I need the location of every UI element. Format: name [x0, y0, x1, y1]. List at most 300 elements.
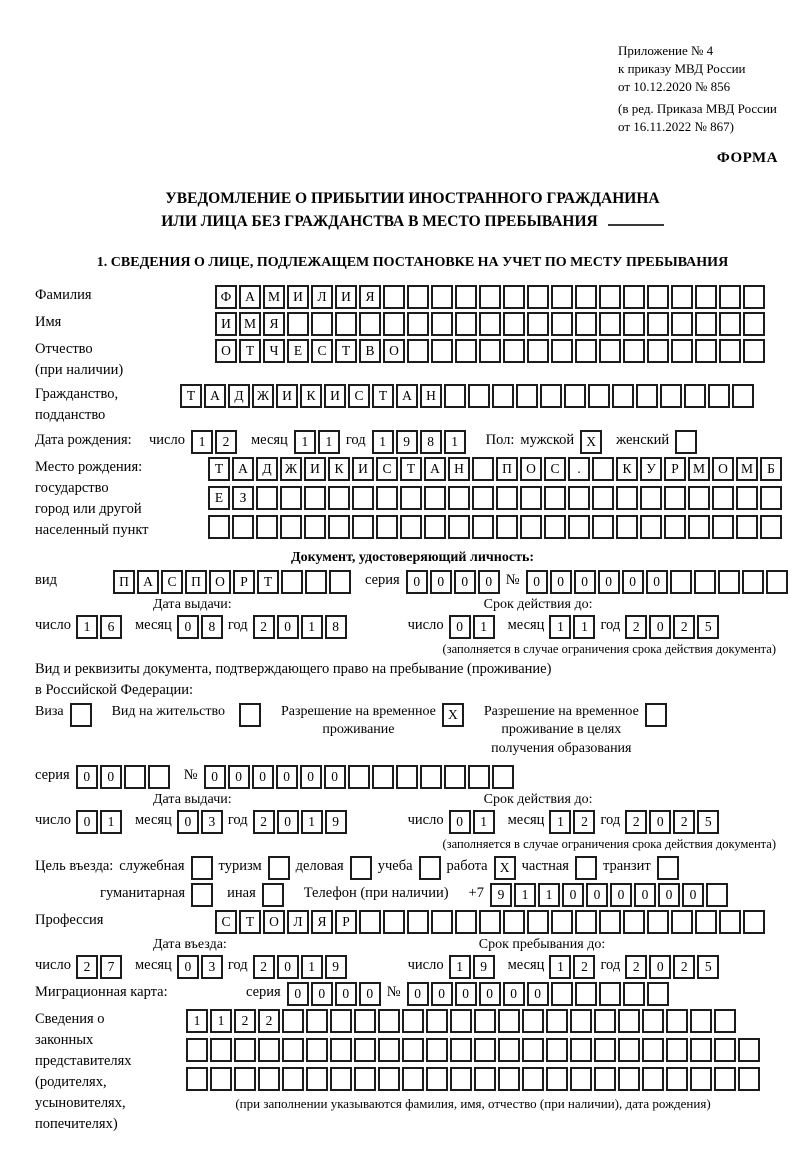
form-cell[interactable]	[551, 312, 573, 336]
form-cell[interactable]	[544, 515, 566, 539]
form-cell[interactable]	[407, 910, 429, 934]
form-cell[interactable]: К	[328, 457, 350, 481]
form-cell[interactable]	[407, 312, 429, 336]
form-cell[interactable]: Ч	[263, 339, 285, 363]
form-cell[interactable]	[612, 384, 634, 408]
form-cell[interactable]	[570, 1067, 592, 1091]
form-cell[interactable]	[424, 486, 446, 510]
form-cell[interactable]	[594, 1067, 616, 1091]
purpose-transit-checkbox[interactable]	[657, 856, 679, 880]
form-cell[interactable]: 0	[649, 955, 671, 979]
form-cell[interactable]: 9	[396, 430, 418, 454]
form-cell[interactable]	[688, 486, 710, 510]
form-cell[interactable]	[760, 515, 782, 539]
form-cell[interactable]	[396, 765, 418, 789]
form-cell[interactable]	[520, 486, 542, 510]
form-cell[interactable]	[280, 486, 302, 510]
form-cell[interactable]: Т	[239, 910, 261, 934]
form-cell[interactable]	[719, 910, 741, 934]
form-cell[interactable]	[424, 515, 446, 539]
form-cell[interactable]: Ж	[280, 457, 302, 481]
form-cell[interactable]: 1	[514, 883, 536, 907]
sex-male-checkbox[interactable]: X	[580, 430, 602, 454]
purpose-study-checkbox[interactable]	[419, 856, 441, 880]
form-cell[interactable]: 1	[210, 1009, 232, 1033]
form-cell[interactable]	[402, 1009, 424, 1033]
form-cell[interactable]: 9	[490, 883, 512, 907]
form-cell[interactable]	[551, 982, 573, 1006]
form-cell[interactable]: 0	[311, 982, 333, 1006]
form-cell[interactable]: 2	[673, 955, 695, 979]
form-cell[interactable]	[575, 339, 597, 363]
form-cell[interactable]	[690, 1038, 712, 1062]
form-cell[interactable]	[688, 515, 710, 539]
form-cell[interactable]	[402, 1067, 424, 1091]
form-cell[interactable]	[551, 285, 573, 309]
form-cell[interactable]	[426, 1038, 448, 1062]
form-cell[interactable]: А	[396, 384, 418, 408]
form-cell[interactable]	[671, 312, 693, 336]
form-cell[interactable]	[287, 312, 309, 336]
form-cell[interactable]	[400, 486, 422, 510]
form-cell[interactable]	[660, 384, 682, 408]
form-cell[interactable]: 0	[526, 570, 548, 594]
form-cell[interactable]: А	[424, 457, 446, 481]
form-cell[interactable]: 1	[473, 810, 495, 834]
form-cell[interactable]: 0	[527, 982, 549, 1006]
form-cell[interactable]	[670, 570, 692, 594]
form-cell[interactable]: А	[239, 285, 261, 309]
form-cell[interactable]	[258, 1067, 280, 1091]
form-cell[interactable]	[306, 1038, 328, 1062]
form-cell[interactable]: А	[137, 570, 159, 594]
form-cell[interactable]: 0	[177, 615, 199, 639]
form-cell[interactable]: М	[736, 457, 758, 481]
form-cell[interactable]	[186, 1038, 208, 1062]
form-cell[interactable]	[348, 765, 370, 789]
form-cell[interactable]: Р	[233, 570, 255, 594]
form-cell[interactable]	[671, 910, 693, 934]
form-cell[interactable]	[568, 486, 590, 510]
form-cell[interactable]	[210, 1038, 232, 1062]
form-cell[interactable]: 0	[646, 570, 668, 594]
form-cell[interactable]	[694, 570, 716, 594]
form-cell[interactable]	[594, 1038, 616, 1062]
form-cell[interactable]: 0	[449, 810, 471, 834]
form-cell[interactable]	[599, 312, 621, 336]
form-cell[interactable]	[479, 285, 501, 309]
form-cell[interactable]: К	[616, 457, 638, 481]
form-cell[interactable]: Р	[664, 457, 686, 481]
form-cell[interactable]	[407, 339, 429, 363]
form-cell[interactable]: 0	[228, 765, 250, 789]
form-cell[interactable]: 2	[258, 1009, 280, 1033]
form-cell[interactable]	[455, 312, 477, 336]
form-cell[interactable]	[305, 570, 327, 594]
form-cell[interactable]	[642, 1009, 664, 1033]
form-cell[interactable]: З	[232, 486, 254, 510]
form-cell[interactable]: О	[383, 339, 405, 363]
form-cell[interactable]	[498, 1038, 520, 1062]
form-cell[interactable]: Т	[180, 384, 202, 408]
form-cell[interactable]: 3	[201, 810, 223, 834]
form-cell[interactable]: 8	[201, 615, 223, 639]
form-cell[interactable]	[234, 1038, 256, 1062]
form-cell[interactable]: 1	[100, 810, 122, 834]
form-cell[interactable]: Д	[228, 384, 250, 408]
form-cell[interactable]	[474, 1009, 496, 1033]
form-cell[interactable]: Б	[760, 457, 782, 481]
purpose-work-checkbox[interactable]: X	[494, 856, 516, 880]
form-cell[interactable]	[282, 1038, 304, 1062]
purpose-humanitarian-checkbox[interactable]	[191, 883, 213, 907]
form-cell[interactable]	[496, 486, 518, 510]
form-cell[interactable]: П	[496, 457, 518, 481]
form-cell[interactable]: И	[324, 384, 346, 408]
form-cell[interactable]: .	[568, 457, 590, 481]
form-cell[interactable]	[575, 312, 597, 336]
form-cell[interactable]	[516, 384, 538, 408]
form-cell[interactable]	[618, 1009, 640, 1033]
form-cell[interactable]	[714, 1067, 736, 1091]
form-cell[interactable]	[599, 982, 621, 1006]
form-cell[interactable]	[714, 1009, 736, 1033]
form-cell[interactable]	[738, 1038, 760, 1062]
form-cell[interactable]	[306, 1009, 328, 1033]
purpose-tourism-checkbox[interactable]	[268, 856, 290, 880]
form-cell[interactable]	[760, 486, 782, 510]
form-cell[interactable]	[671, 339, 693, 363]
form-cell[interactable]	[743, 339, 765, 363]
form-cell[interactable]	[642, 1038, 664, 1062]
form-cell[interactable]	[766, 570, 788, 594]
form-cell[interactable]	[592, 457, 614, 481]
form-cell[interactable]	[328, 515, 350, 539]
form-cell[interactable]	[376, 515, 398, 539]
form-cell[interactable]: И	[287, 285, 309, 309]
form-cell[interactable]	[647, 982, 669, 1006]
form-cell[interactable]	[496, 515, 518, 539]
form-cell[interactable]	[738, 1067, 760, 1091]
form-cell[interactable]	[599, 339, 621, 363]
form-cell[interactable]: 2	[673, 615, 695, 639]
form-cell[interactable]	[540, 384, 562, 408]
form-cell[interactable]	[426, 1009, 448, 1033]
form-cell[interactable]: 5	[697, 810, 719, 834]
form-cell[interactable]: Т	[239, 339, 261, 363]
form-cell[interactable]	[503, 339, 525, 363]
form-cell[interactable]: 0	[300, 765, 322, 789]
form-cell[interactable]	[743, 312, 765, 336]
form-cell[interactable]	[498, 1067, 520, 1091]
form-cell[interactable]: Т	[400, 457, 422, 481]
form-cell[interactable]: 0	[449, 615, 471, 639]
form-cell[interactable]	[328, 486, 350, 510]
form-cell[interactable]: 7	[100, 955, 122, 979]
form-cell[interactable]	[383, 910, 405, 934]
form-cell[interactable]	[546, 1067, 568, 1091]
form-cell[interactable]: 0	[634, 883, 656, 907]
form-cell[interactable]	[647, 339, 669, 363]
form-cell[interactable]: 1	[473, 615, 495, 639]
option-temp-residence-edu-checkbox[interactable]	[645, 703, 667, 727]
form-cell[interactable]	[306, 1067, 328, 1091]
form-cell[interactable]: 0	[359, 982, 381, 1006]
form-cell[interactable]: Т	[335, 339, 357, 363]
form-cell[interactable]	[431, 910, 453, 934]
form-cell[interactable]	[402, 1038, 424, 1062]
form-cell[interactable]	[544, 486, 566, 510]
form-cell[interactable]: 2	[253, 955, 275, 979]
form-cell[interactable]: С	[215, 910, 237, 934]
form-cell[interactable]: 9	[325, 955, 347, 979]
form-cell[interactable]: Т	[208, 457, 230, 481]
form-cell[interactable]: Т	[372, 384, 394, 408]
form-cell[interactable]: 1	[444, 430, 466, 454]
form-cell[interactable]: 0	[76, 810, 98, 834]
form-cell[interactable]: 5	[697, 615, 719, 639]
form-cell[interactable]: Л	[311, 285, 333, 309]
form-cell[interactable]: 2	[234, 1009, 256, 1033]
sex-female-checkbox[interactable]	[675, 430, 697, 454]
form-cell[interactable]	[647, 910, 669, 934]
form-cell[interactable]	[623, 982, 645, 1006]
form-cell[interactable]: Я	[263, 312, 285, 336]
form-cell[interactable]: Е	[287, 339, 309, 363]
form-cell[interactable]: 0	[406, 570, 428, 594]
form-cell[interactable]: А	[232, 457, 254, 481]
form-cell[interactable]	[479, 910, 501, 934]
form-cell[interactable]	[124, 765, 146, 789]
form-cell[interactable]	[695, 312, 717, 336]
form-cell[interactable]	[359, 312, 381, 336]
form-cell[interactable]: 2	[253, 810, 275, 834]
form-cell[interactable]	[378, 1067, 400, 1091]
form-cell[interactable]	[592, 515, 614, 539]
form-cell[interactable]	[618, 1067, 640, 1091]
form-cell[interactable]: И	[304, 457, 326, 481]
form-cell[interactable]: М	[688, 457, 710, 481]
form-cell[interactable]: С	[348, 384, 370, 408]
form-cell[interactable]	[492, 765, 514, 789]
form-cell[interactable]	[719, 312, 741, 336]
form-cell[interactable]: А	[204, 384, 226, 408]
form-cell[interactable]	[210, 1067, 232, 1091]
form-cell[interactable]: Я	[359, 285, 381, 309]
form-cell[interactable]	[684, 384, 706, 408]
form-cell[interactable]	[666, 1067, 688, 1091]
form-cell[interactable]	[623, 312, 645, 336]
form-cell[interactable]: У	[640, 457, 662, 481]
form-cell[interactable]	[666, 1009, 688, 1033]
form-cell[interactable]: М	[239, 312, 261, 336]
form-cell[interactable]	[148, 765, 170, 789]
form-cell[interactable]	[719, 339, 741, 363]
form-cell[interactable]: 0	[574, 570, 596, 594]
form-cell[interactable]: 0	[562, 883, 584, 907]
form-cell[interactable]	[522, 1038, 544, 1062]
form-cell[interactable]	[354, 1009, 376, 1033]
form-cell[interactable]	[444, 765, 466, 789]
form-cell[interactable]: П	[113, 570, 135, 594]
form-cell[interactable]: М	[263, 285, 285, 309]
form-cell[interactable]: 0	[324, 765, 346, 789]
form-cell[interactable]	[623, 285, 645, 309]
option-temp-residence-checkbox[interactable]: X	[442, 703, 464, 727]
form-cell[interactable]	[503, 285, 525, 309]
form-cell[interactable]: 0	[277, 615, 299, 639]
form-cell[interactable]: О	[263, 910, 285, 934]
form-cell[interactable]: 0	[204, 765, 226, 789]
form-cell[interactable]: 2	[625, 810, 647, 834]
form-cell[interactable]: И	[276, 384, 298, 408]
form-cell[interactable]	[522, 1067, 544, 1091]
form-cell[interactable]	[400, 515, 422, 539]
form-cell[interactable]	[472, 457, 494, 481]
form-cell[interactable]: 1	[549, 810, 571, 834]
form-cell[interactable]: 1	[549, 615, 571, 639]
form-cell[interactable]	[330, 1009, 352, 1033]
form-cell[interactable]: 2	[253, 615, 275, 639]
form-cell[interactable]	[714, 1038, 736, 1062]
form-cell[interactable]: С	[376, 457, 398, 481]
form-cell[interactable]	[354, 1067, 376, 1091]
form-cell[interactable]: 1	[186, 1009, 208, 1033]
form-cell[interactable]: 1	[449, 955, 471, 979]
form-cell[interactable]: Н	[448, 457, 470, 481]
form-cell[interactable]: 2	[625, 615, 647, 639]
form-cell[interactable]	[575, 285, 597, 309]
form-cell[interactable]	[732, 384, 754, 408]
form-cell[interactable]	[718, 570, 740, 594]
form-cell[interactable]: 0	[431, 982, 453, 1006]
form-cell[interactable]	[690, 1009, 712, 1033]
form-cell[interactable]	[208, 515, 230, 539]
form-cell[interactable]: 0	[335, 982, 357, 1006]
form-cell[interactable]: 0	[503, 982, 525, 1006]
form-cell[interactable]: 0	[407, 982, 429, 1006]
form-cell[interactable]	[383, 285, 405, 309]
form-cell[interactable]	[570, 1038, 592, 1062]
form-cell[interactable]: 1	[301, 810, 323, 834]
form-cell[interactable]: 2	[76, 955, 98, 979]
form-cell[interactable]	[503, 312, 525, 336]
form-cell[interactable]	[450, 1038, 472, 1062]
form-cell[interactable]: 1	[76, 615, 98, 639]
form-cell[interactable]: 1	[549, 955, 571, 979]
form-cell[interactable]	[706, 883, 728, 907]
form-cell[interactable]: 0	[478, 570, 500, 594]
form-cell[interactable]	[450, 1009, 472, 1033]
form-cell[interactable]: П	[185, 570, 207, 594]
form-cell[interactable]	[592, 486, 614, 510]
form-cell[interactable]	[474, 1067, 496, 1091]
form-cell[interactable]: 0	[455, 982, 477, 1006]
form-cell[interactable]	[640, 515, 662, 539]
form-cell[interactable]: С	[311, 339, 333, 363]
form-cell[interactable]	[472, 486, 494, 510]
form-cell[interactable]: С	[161, 570, 183, 594]
form-cell[interactable]: Ж	[252, 384, 274, 408]
form-cell[interactable]: 0	[586, 883, 608, 907]
form-cell[interactable]	[448, 515, 470, 539]
form-cell[interactable]	[431, 339, 453, 363]
form-cell[interactable]	[520, 515, 542, 539]
form-cell[interactable]	[642, 1067, 664, 1091]
form-cell[interactable]	[664, 486, 686, 510]
form-cell[interactable]	[564, 384, 586, 408]
form-cell[interactable]: О	[209, 570, 231, 594]
form-cell[interactable]	[503, 910, 525, 934]
form-cell[interactable]: 1	[318, 430, 340, 454]
form-cell[interactable]: О	[712, 457, 734, 481]
form-cell[interactable]: Р	[335, 910, 357, 934]
form-cell[interactable]: Л	[287, 910, 309, 934]
form-cell[interactable]	[330, 1038, 352, 1062]
form-cell[interactable]	[618, 1038, 640, 1062]
form-cell[interactable]: 0	[479, 982, 501, 1006]
form-cell[interactable]: 0	[100, 765, 122, 789]
form-cell[interactable]	[575, 910, 597, 934]
form-cell[interactable]	[282, 1009, 304, 1033]
form-cell[interactable]: 9	[325, 810, 347, 834]
form-cell[interactable]	[474, 1038, 496, 1062]
form-cell[interactable]	[736, 515, 758, 539]
form-cell[interactable]: 0	[550, 570, 572, 594]
form-cell[interactable]: 0	[649, 810, 671, 834]
form-cell[interactable]: 1	[301, 955, 323, 979]
form-cell[interactable]	[335, 312, 357, 336]
form-cell[interactable]: С	[544, 457, 566, 481]
form-cell[interactable]: 1	[301, 615, 323, 639]
form-cell[interactable]	[527, 910, 549, 934]
form-cell[interactable]: 0	[177, 955, 199, 979]
form-cell[interactable]: Я	[311, 910, 333, 934]
form-cell[interactable]: 0	[252, 765, 274, 789]
form-cell[interactable]: И	[335, 285, 357, 309]
form-cell[interactable]	[378, 1038, 400, 1062]
form-cell[interactable]: 2	[673, 810, 695, 834]
form-cell[interactable]	[330, 1067, 352, 1091]
form-cell[interactable]: 6	[100, 615, 122, 639]
form-cell[interactable]: К	[300, 384, 322, 408]
form-cell[interactable]	[546, 1009, 568, 1033]
form-cell[interactable]: 0	[682, 883, 704, 907]
form-cell[interactable]	[719, 285, 741, 309]
form-cell[interactable]	[407, 285, 429, 309]
form-cell[interactable]	[479, 312, 501, 336]
form-cell[interactable]	[647, 312, 669, 336]
form-cell[interactable]: Н	[420, 384, 442, 408]
form-cell[interactable]: 0	[276, 765, 298, 789]
form-cell[interactable]: 1	[191, 430, 213, 454]
form-cell[interactable]	[522, 1009, 544, 1033]
form-cell[interactable]	[527, 285, 549, 309]
form-cell[interactable]: Ф	[215, 285, 237, 309]
form-cell[interactable]	[234, 1067, 256, 1091]
form-cell[interactable]	[568, 515, 590, 539]
form-cell[interactable]	[594, 1009, 616, 1033]
form-cell[interactable]: И	[352, 457, 374, 481]
purpose-private-checkbox[interactable]	[575, 856, 597, 880]
form-cell[interactable]: 0	[658, 883, 680, 907]
form-cell[interactable]: 0	[610, 883, 632, 907]
form-cell[interactable]	[304, 515, 326, 539]
form-cell[interactable]	[690, 1067, 712, 1091]
form-cell[interactable]	[311, 312, 333, 336]
form-cell[interactable]	[455, 910, 477, 934]
form-cell[interactable]: 0	[598, 570, 620, 594]
